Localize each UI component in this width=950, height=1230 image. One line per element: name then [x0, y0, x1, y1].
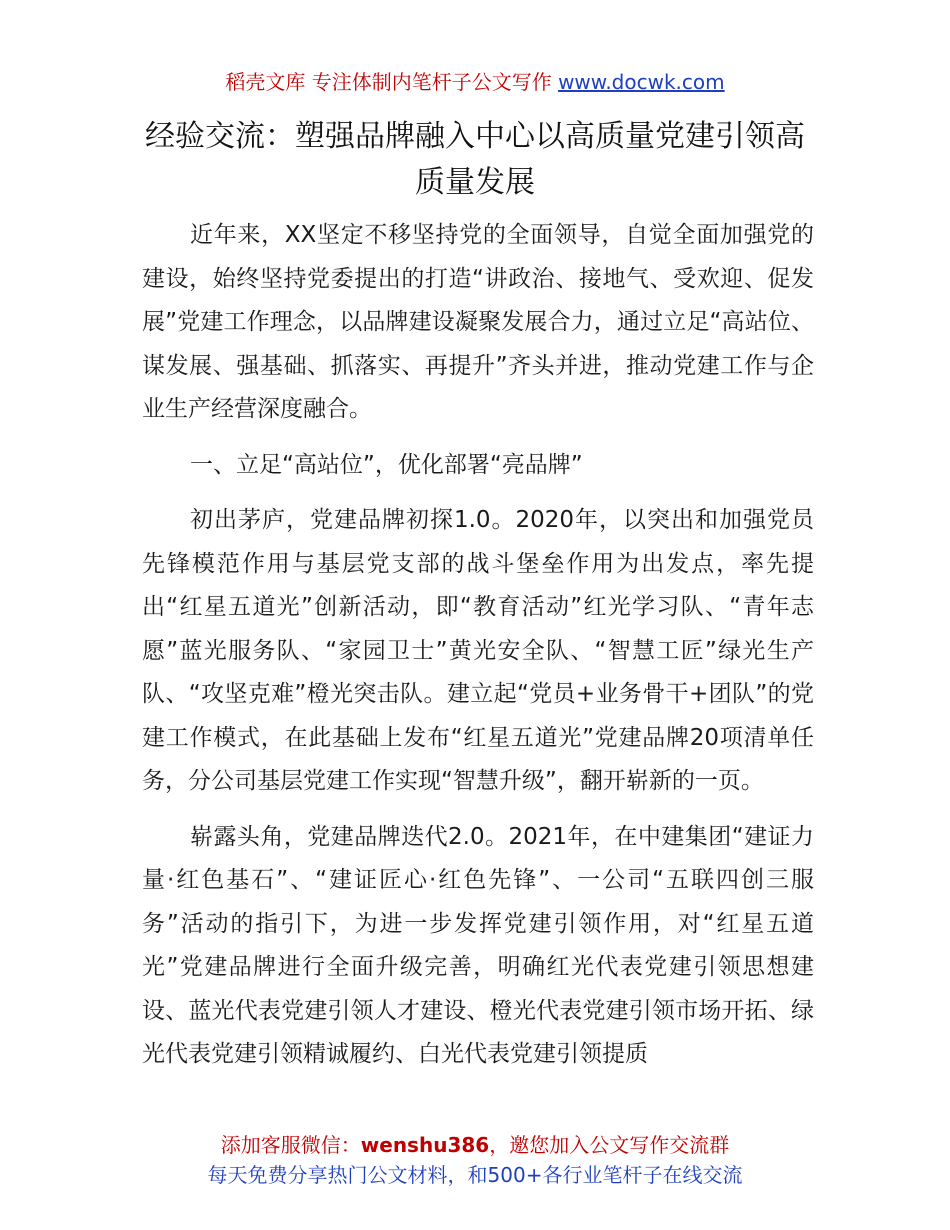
wechat-id: wenshu386	[360, 1133, 490, 1157]
document-title: 经验交流：塑强品牌融入中心以高质量党建引领高质量发展	[145, 119, 805, 200]
footer-line-1	[0, 1130, 950, 1160]
footer-prefix: 添加客服微信：	[220, 1133, 361, 1157]
brand-text: 稻壳文库 专注体制内笔杆子公文写作	[225, 70, 552, 94]
paragraph-brand-1: 初出茅庐，党建品牌初探1.0。2020年，以突出和加强党员先锋模范作用与基层党支部的战斗堡垒作用为出发点，率先提出“红星五道光”创新活动，即“教育活动”红光学习队、“青年志愿”蓝光服务队、“家园卫士”黄光安全队、“智慧工匠”绿光生产队、“攻坚克难”橙光突击队。建立起“党员+业务骨干+团队”的党建工作模式，在此基础上发布“红星五道光”党建品牌20项清单任务，分公司基层党建工作实现“智慧升级”，翻开崭新的一页。	[142, 507, 814, 794]
footer-suffix: ，邀您加入公文写作交流群	[489, 1133, 730, 1157]
section-heading: 一、立足“高站位”，优化部署“亮品牌”	[190, 451, 583, 478]
site-link[interactable]: www.docwk.com	[558, 70, 725, 94]
footer-line-2: 每天免费分享热门公文材料，和500+各行业笔杆子在线交流	[207, 1163, 743, 1187]
document-body	[142, 214, 814, 1089]
paragraph-intro: 近年来，XX坚定不移坚持党的全面领导，自觉全面加强党的建设，始终坚持党委提出的打造“讲政治、接地气、受欢迎、促发展”党建工作理念，以品牌建设凝聚发展合力，通过立足“高站位、谋发展、强基础、抓落实、再提升”齐头并进，推动党建工作与企业生产经营深度融合。	[142, 222, 814, 422]
header-banner	[0, 68, 950, 96]
footer-promo	[0, 1130, 950, 1190]
paragraph-brand-2: 崭露头角，党建品牌迭代2.0。2021年，在中建集团“建证力量·红色基石”、“建证匠心·红色先锋”、一公司“五联四创三服务”活动的指引下，为进一步发挥党建引领作用，对“红星五道光”党建品牌进行全面升级完善，明确红光代表党建引领思想建设、蓝光代表党建引领人才建设、橙光代表党建引领市场开拓、绿光代表党建引领精诚履约、白光代表党建引领提质	[142, 823, 814, 1067]
